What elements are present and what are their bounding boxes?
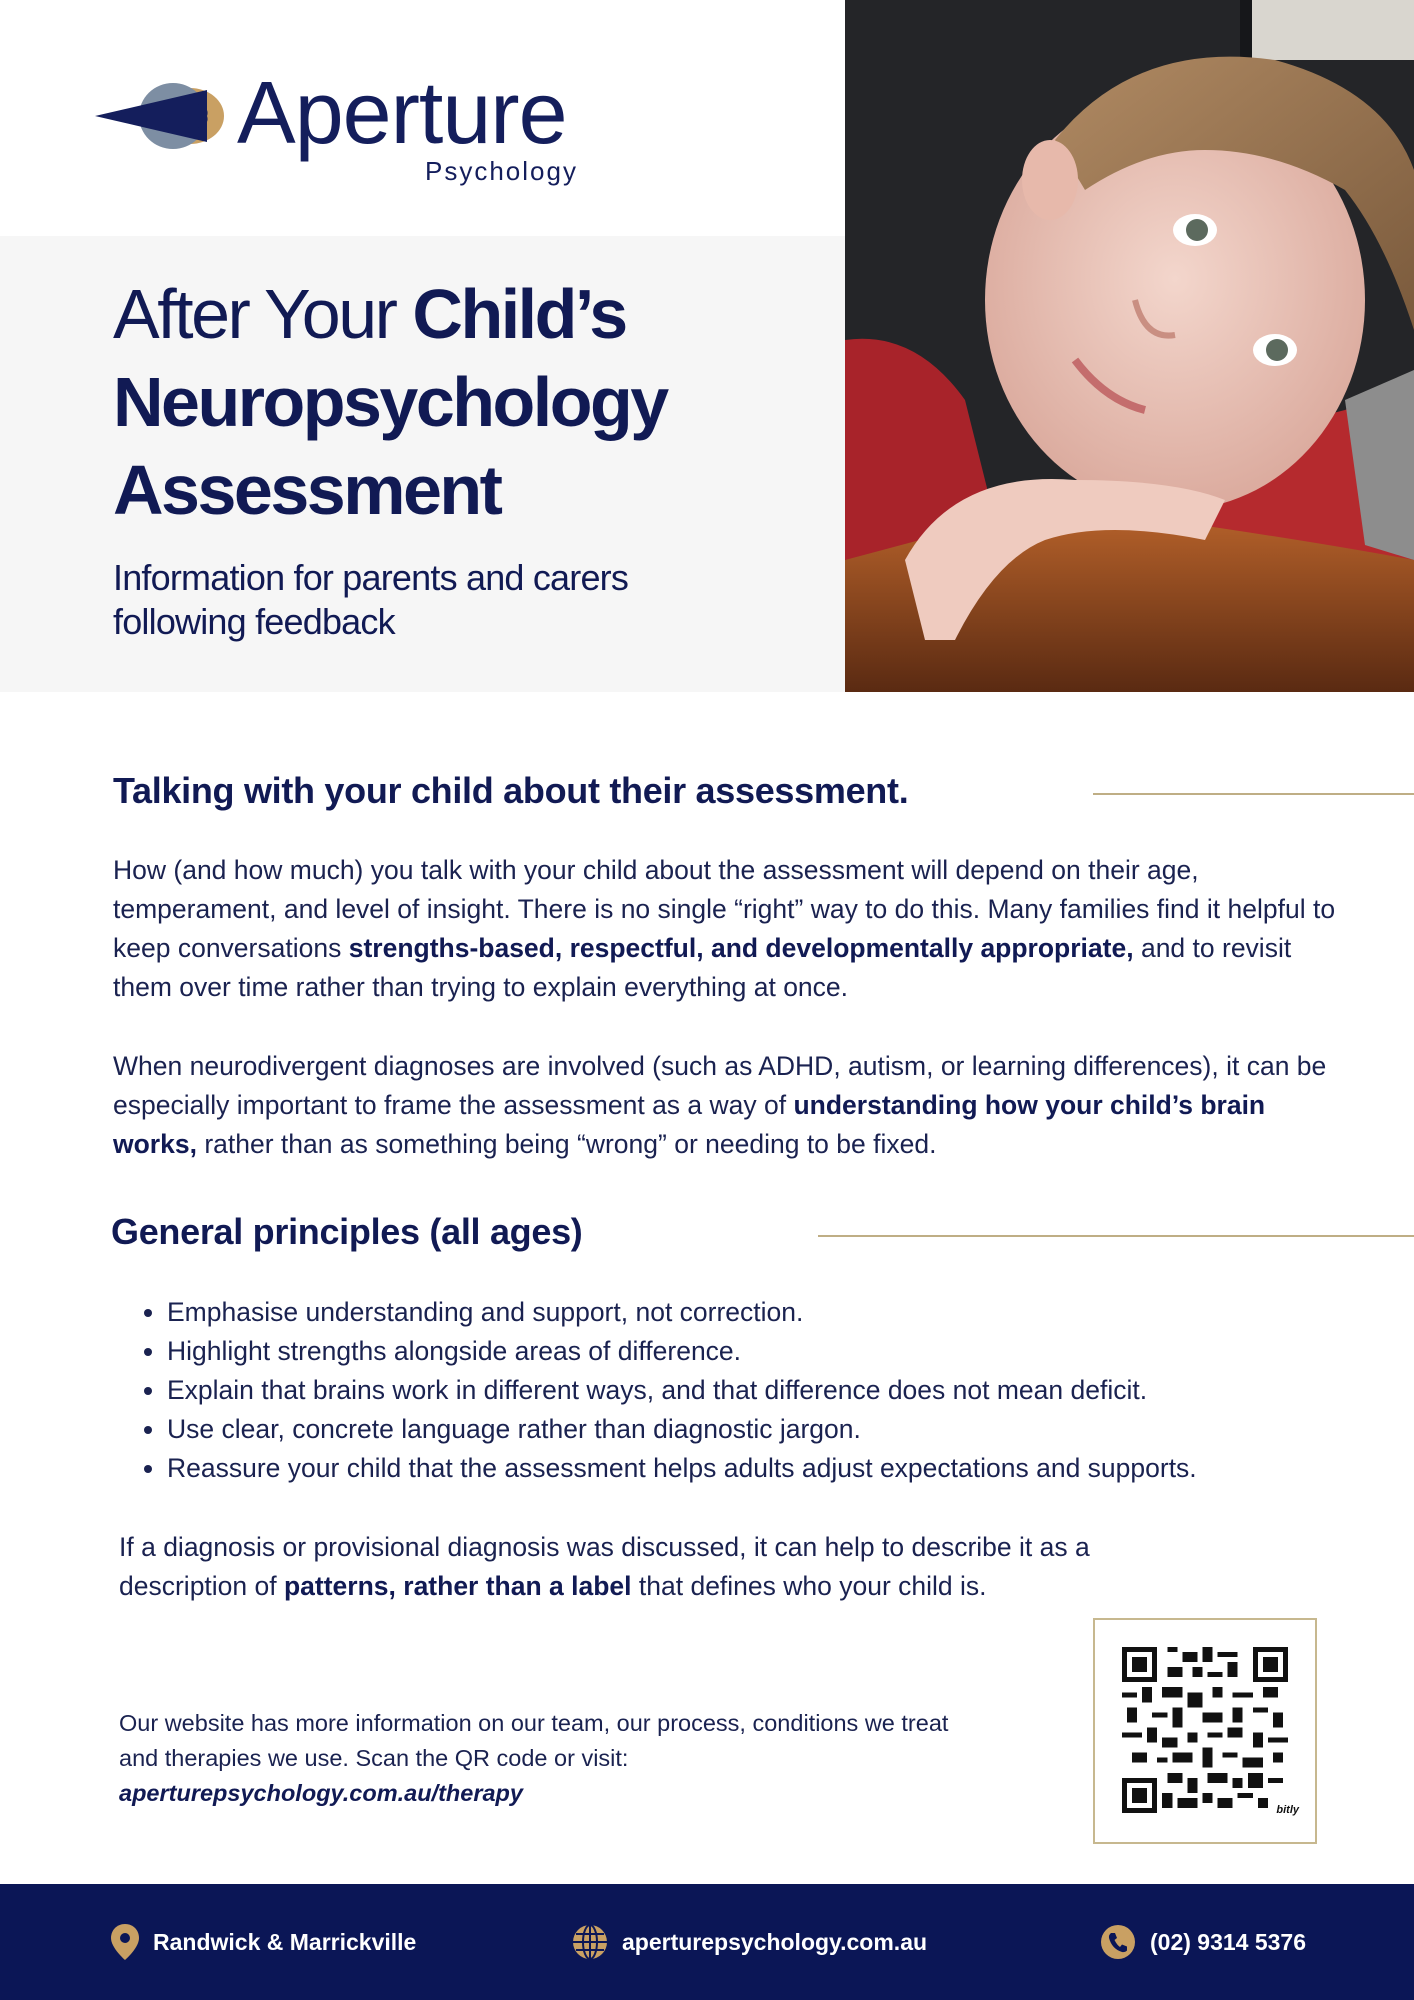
p2-text-bold: understanding how your child’s brain works, bbox=[113, 1090, 1266, 1159]
website-line2: and therapies we use. Scan the QR code or visit: bbox=[119, 1745, 629, 1771]
title-light: After Your bbox=[113, 275, 413, 353]
brand-subtitle: Psychology bbox=[425, 156, 578, 186]
title-bold-neuro: Neuropsychology bbox=[113, 363, 667, 441]
divider-line bbox=[1093, 793, 1414, 795]
brand-name: Aperture bbox=[237, 63, 567, 162]
hero-subtitle-line2: following feedback bbox=[113, 601, 395, 642]
website-info bbox=[119, 1706, 1049, 1811]
footer-phone[interactable] bbox=[1100, 1884, 1306, 2000]
closing-text-b: that defines who your child is. bbox=[631, 1571, 987, 1601]
principles-list bbox=[133, 1293, 1397, 1488]
qr-code-icon bbox=[1122, 1647, 1288, 1813]
phone-icon bbox=[1100, 1924, 1136, 1960]
aperture-logo-icon bbox=[95, 76, 235, 156]
title-bold-assessment: Assessment bbox=[113, 451, 501, 529]
child-photo bbox=[845, 0, 1414, 692]
qr-brand-label: bitly bbox=[1276, 1804, 1299, 1816]
closing-text-bold: patterns, rather than a label bbox=[283, 1571, 632, 1601]
hero-subtitle-line1: Information for parents and carers bbox=[113, 557, 629, 598]
p2-text-a: When neurodivergent diagnoses are involved (such as ADHD, autism, or learning differences), it can be especially important to frame the assessment as a way of bbox=[113, 1051, 1327, 1120]
child-photo-illustration bbox=[845, 0, 1414, 692]
qr-code[interactable] bbox=[1093, 1618, 1317, 1844]
title-bold-child: Child’s bbox=[412, 275, 626, 353]
footer-web[interactable] bbox=[572, 1884, 927, 2000]
paragraph-intro bbox=[113, 851, 1343, 1007]
footer-phone-text[interactable]: (02) 9314 5376 bbox=[1150, 1928, 1307, 1955]
p1-text-a: How (and how much) you talk with your child about the assessment will depend on their age, temperament, and level of insight. There is no single “right” way to do this. Many families find it helpful to keep conversations bbox=[113, 855, 1336, 963]
closing-text-a: If a diagnosis or provisional diagnosis was discussed, it can help to describe it as a description of bbox=[119, 1532, 1090, 1601]
section-title-talking: Talking with your child about their assessment. bbox=[113, 770, 909, 811]
list-item: • Reassure your child that the assessment helps adults adjust expectations and supports. bbox=[167, 1449, 1397, 1488]
paragraph-neurodivergent bbox=[113, 1047, 1343, 1164]
page-title bbox=[113, 270, 833, 534]
footer-location-text: Randwick & Marrickville bbox=[153, 1928, 417, 1955]
globe-icon bbox=[572, 1924, 608, 1960]
website-line1: Our website has more information on our team, our process, conditions we treat bbox=[119, 1710, 949, 1736]
list-item: • Highlight strengths alongside areas of difference. bbox=[167, 1332, 1397, 1371]
divider-line bbox=[818, 1235, 1414, 1237]
p1-text-bold: strengths-based, respectful, and developmentally appropriate, bbox=[348, 933, 1134, 963]
list-item: • Emphasise understanding and support, not correction. bbox=[167, 1293, 1397, 1332]
location-pin-icon bbox=[111, 1924, 139, 1960]
p2-text-b: rather than as something being “wrong” or needing to be fixed. bbox=[196, 1129, 937, 1159]
footer-bar bbox=[0, 1884, 1414, 2000]
list-item: • Use clear, concrete language rather than diagnostic jargon. bbox=[167, 1410, 1397, 1449]
hero-subtitle bbox=[113, 556, 813, 644]
footer-location bbox=[111, 1884, 416, 2000]
section-title-principles: General principles (all ages) bbox=[111, 1211, 583, 1252]
list-item: • Explain that brains work in different ways, and that difference does not mean deficit. bbox=[167, 1371, 1397, 1410]
p1-text-b: and to revisit them over time rather than trying to explain everything at once. bbox=[113, 933, 1292, 1002]
footer-web-text[interactable]: aperturepsychology.com.au bbox=[622, 1928, 928, 1955]
website-link[interactable]: aperturepsychology.com.au/therapy bbox=[119, 1780, 523, 1806]
paragraph-diagnosis bbox=[119, 1528, 1219, 1606]
logo bbox=[95, 63, 595, 190]
